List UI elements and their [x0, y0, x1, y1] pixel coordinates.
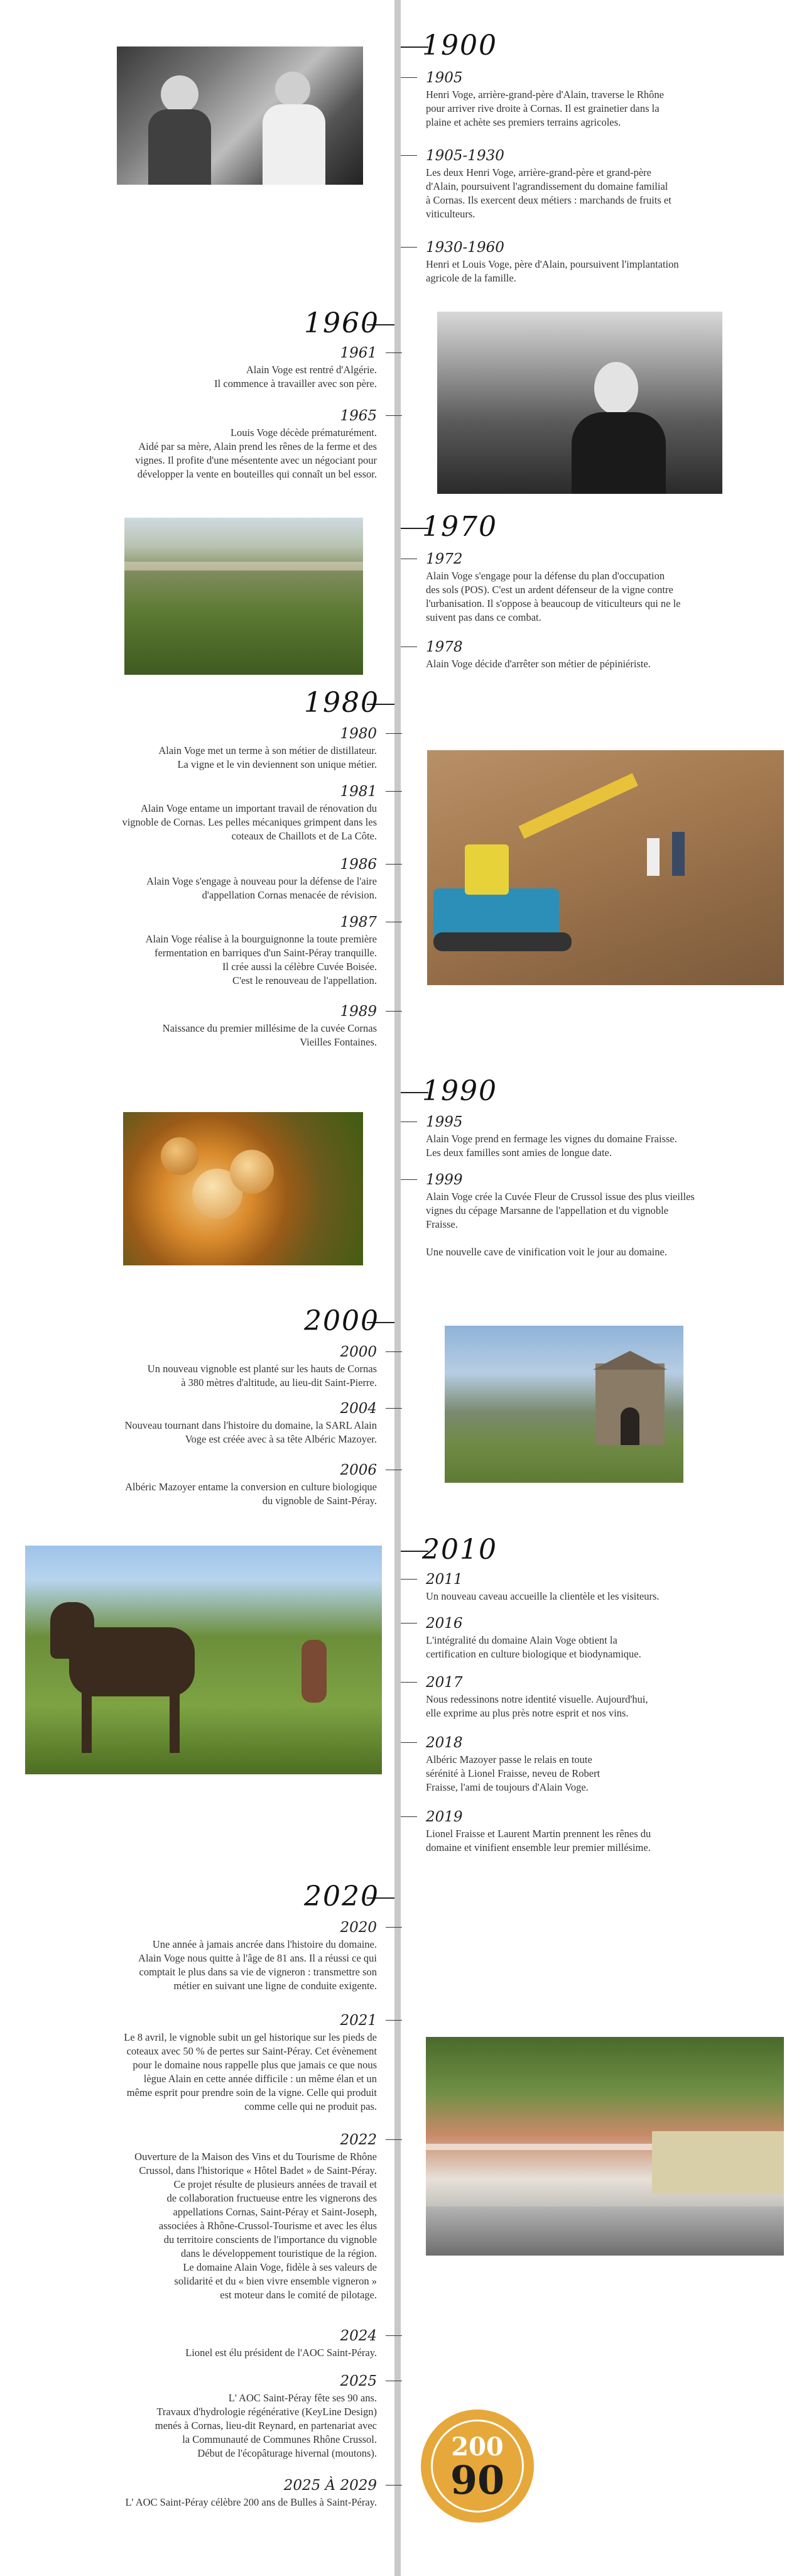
entry-1978 — [426, 638, 740, 671]
entry-1961 — [63, 344, 377, 391]
entry-text: Ouverture de la Maison des Vins et du Tourisme de Rhône Crussol, dans l'historique « Hôtel Badet » de Saint-Péray. Ce projet résulte de plusieurs années de travail et de collaboration fructueuse entre les vignerons des appellations Cornas, Saint-Péray et Saint-Joseph, associées à Rhône-Crussol-Tourisme et avec les élus du territoire conscients de l'importance du vignoble dans le développement touristique de la région. Le domaine Alain Voge, fidèle à ses valeurs de solidarité et du « bien vivre ensemble vigneron » est moteur dans le comité de pilotage. — [134, 2151, 377, 2301]
decade-1980: 1980 — [304, 687, 379, 719]
entry-year: 2000 — [340, 1344, 377, 1360]
entry-2016 — [426, 1615, 740, 1661]
entry-2019 — [426, 1808, 740, 1855]
photo-village-vineyard — [124, 518, 363, 675]
entry-text: Un nouveau vignoble est planté sur les hauts de Cornas à 380 mètres d'altitude, au lieu-dit Saint-Pierre. — [147, 1363, 377, 1389]
decade-2020: 2020 — [304, 1880, 379, 1913]
entry-year: 2020 — [340, 1919, 377, 1936]
entry-year: 1961 — [340, 345, 377, 361]
entry-year: 2004 — [340, 1400, 377, 1417]
entry-text: Nouveau tournant dans l'histoire du domaine, la SARL Alain Voge est créée avec à sa tête Albéric Mazoyer. — [124, 1419, 377, 1445]
entry-text: Lionel est élu président de l'AOC Saint-Péray. — [185, 2347, 377, 2359]
entry-text: Alain Voge entame un important travail de rénovation du vignoble de Cornas. Les pelles mécaniques grimpent dans les coteaux de Chaillots et de La Côte. — [122, 802, 377, 842]
decade-1960: 1960 — [304, 307, 379, 339]
entry-text: Un nouveau caveau accueille la clientèle et les visiteurs. — [426, 1590, 660, 1602]
entry-1995 — [426, 1113, 740, 1160]
entry-2004 — [63, 1400, 377, 1446]
entry-text: Henri Voge, arrière-grand-père d'Alain, traverse le Rhône pour arriver rive droite à Cornas. Il est grainetier dans la plaine et achète ses premiers terrains agricoles. — [426, 89, 664, 128]
entry-year: 2022 — [340, 2132, 377, 2148]
entry-year: 1989 — [340, 1003, 377, 1020]
entry-year: 2019 — [426, 1809, 463, 1825]
entry-2025 — [63, 2372, 377, 2460]
decade-2010: 2010 — [422, 1534, 497, 1566]
entry-year: 1905-1930 — [426, 148, 504, 164]
entry-2025-2029 — [63, 2477, 377, 2509]
entry-2006 — [63, 1461, 377, 1508]
badge-90-label: 90 — [450, 2457, 505, 2503]
entry-year: 2018 — [426, 1735, 463, 1751]
entry-year: 2011 — [426, 1571, 463, 1588]
entry-text: L' AOC Saint-Péray célèbre 200 ans de Bulles à Saint-Péray. — [125, 2496, 377, 2508]
timeline-spine — [394, 0, 401, 2576]
photo-horse-plowing — [25, 1546, 382, 1774]
entry-year: 2021 — [340, 2012, 377, 2029]
photo-chapel-vineyard — [445, 1326, 683, 1483]
entry-text: Naissance du premier millésime de la cuvée Cornas Vieilles Fontaines. — [162, 1022, 377, 1048]
entry-text: Alain Voge crée la Cuvée Fleur de Crussol issue des plus vieilles vignes du cépage Marsanne de l'appellation et du vignoble Fraisse. Une nouvelle cave de vinification voit le jour au domaine. — [426, 1191, 695, 1258]
entry-text: Louis Voge décède prématurément. Aidé par sa mère, Alain prend les rênes de la ferme et des vignes. Il profite d'une mésentente avec un négociant pour développer la vente en bouteilles qui connaît un bel essor. — [135, 427, 377, 480]
entry-text: Lionel Fraisse et Laurent Martin prennent les rênes du domaine et vinifient ensemble leur premier millésime. — [426, 1828, 651, 1853]
entry-year: 2024 — [340, 2328, 377, 2344]
entry-year: 2016 — [426, 1615, 463, 1632]
photo-terrace-gathering — [426, 2037, 784, 2256]
photo-two-men-vineyard — [117, 46, 363, 185]
entry-1972 — [426, 550, 740, 625]
entry-1930-1960 — [426, 239, 740, 285]
entry-text: Alain Voge décide d'arrêter son métier de pépiniériste. — [426, 658, 651, 670]
entry-year: 1999 — [426, 1172, 463, 1188]
photo-man-portrait — [437, 312, 722, 494]
entry-1989 — [63, 1003, 377, 1049]
entry-1965 — [63, 407, 377, 481]
entry-1905 — [426, 69, 740, 129]
entry-year: 1930-1960 — [426, 239, 504, 256]
entry-year: 1978 — [426, 639, 463, 655]
entry-1980 — [63, 725, 377, 772]
decade-1970: 1970 — [422, 511, 497, 543]
entry-1905-1930 — [426, 147, 740, 221]
entry-year: 2006 — [340, 1462, 377, 1478]
entry-year: 1965 — [340, 408, 377, 424]
entry-2022 — [63, 2131, 377, 2302]
entry-text: Albéric Mazoyer passe le relais en toute sérénité à Lionel Fraisse, neveu de Robert Fraisse, l'ami de toujours d'Alain Voge. — [426, 1754, 600, 1793]
decade-1990: 1990 — [422, 1075, 497, 1107]
entry-text: Les deux Henri Voge, arrière-grand-père et grand-père d'Alain, poursuivent l'agrandissement du domaine familial à Cornas. Ils exercent deux métiers : marchands de fruits et viticulteurs. — [426, 166, 671, 220]
entry-text: Albéric Mazoyer entame la conversion en culture biologique du vignoble de Saint-Péray. — [125, 1481, 377, 1507]
entry-1999 — [426, 1171, 740, 1259]
entry-text: Alain Voge met un terme à son métier de distillateur. La vigne et le vin deviennent son unique métier. — [158, 745, 377, 770]
entry-text: Une année à jamais ancrée dans l'histoire du domaine. Alain Voge nous quitte à l'âge de 81 ans. Il a réussi ce qui comptait le plus dans sa vie de vigneron : transmettre son métier en suivant une ligne de conduite exigente. — [138, 1938, 377, 1992]
entry-2020 — [63, 1919, 377, 1993]
entry-2024 — [63, 2327, 377, 2360]
entry-2017 — [426, 1674, 740, 1720]
entry-year: 2017 — [426, 1674, 463, 1691]
entry-text: Nous redessinons notre identité visuelle. Aujourd'hui, elle exprime au plus près notre esprit et nos vins. — [426, 1693, 648, 1719]
anniversary-badge-logo — [421, 2410, 534, 2523]
entry-2018 — [426, 1734, 740, 1794]
photo-excavator — [427, 750, 784, 985]
entry-text: Alain Voge s'engage pour la défense du plan d'occupation des sols (POS). C'est un ardent défenseur de la vigne contre l'urbanisation. Il s'oppose à beaucoup de viticulteurs qui ne le suivent pas dans ce combat. — [426, 570, 681, 623]
entry-year: 2025 À 2029 — [283, 2477, 377, 2494]
entry-year: 1981 — [340, 783, 377, 800]
entry-year: 1987 — [340, 914, 377, 931]
entry-year: 1972 — [426, 551, 463, 567]
entry-2021 — [63, 2012, 377, 2114]
entry-2011 — [426, 1571, 740, 1603]
entry-text: L' AOC Saint-Péray fête ses 90 ans. Travaux d'hydrologie régénérative (KeyLine Design) menés à Cornas, lieu-dit Reynard, en partenariat avec la Communauté de Communes Rhône Crussol. Début de l'écopâturage hivernal (moutons). — [155, 2392, 377, 2459]
entry-1987 — [63, 914, 377, 988]
entry-year: 1995 — [426, 1114, 463, 1130]
entry-text: Le 8 avril, le vignoble subit un gel historique sur les pieds de coteaux avec 50 % de pertes sur Saint-Péray. Cet évènement pour le domaine nous rappelle plus que jamais ce que nous lègue Alain en cette année difficile : un même élan et un même esprit pour prendre soin de la vigne. Celle qui produit comme celle qui ne produit pas. — [124, 2031, 377, 2112]
entry-text: Alain Voge est rentré d'Algérie. Il commence à travailler avec son père. — [214, 364, 377, 390]
entry-year: 1980 — [340, 726, 377, 742]
entry-year: 1905 — [426, 70, 463, 86]
decade-1900: 1900 — [422, 30, 497, 62]
entry-text: L'intégralité du domaine Alain Voge obtient la certification en culture biologique et biodynamique. — [426, 1634, 641, 1660]
entry-text: Alain Voge prend en fermage les vignes du domaine Fraisse. Les deux familles sont amies de longue date. — [426, 1133, 677, 1159]
decade-2000: 2000 — [304, 1305, 379, 1337]
entry-year: 2025 — [340, 2373, 377, 2389]
entry-text: Alain Voge réalise à la bourguignonne la toute première fermentation en barriques d'un Saint-Péray tranquille. Il crée aussi la célèbre Cuvée Boisée. C'est le renouveau de l'appellation. — [145, 933, 377, 986]
entry-text: Henri et Louis Voge, père d'Alain, poursuivent l'implantation agricole de la famille. — [426, 258, 679, 284]
photo-grapes-closeup — [123, 1112, 363, 1265]
entry-1981 — [63, 783, 377, 843]
badge-200-label: 200 — [451, 2432, 504, 2462]
entry-year: 1986 — [340, 856, 377, 873]
entry-1986 — [63, 856, 377, 902]
entry-2000 — [63, 1343, 377, 1390]
entry-text: Alain Voge s'engage à nouveau pour la défense de l'aire d'appellation Cornas menacée de révision. — [146, 875, 377, 901]
